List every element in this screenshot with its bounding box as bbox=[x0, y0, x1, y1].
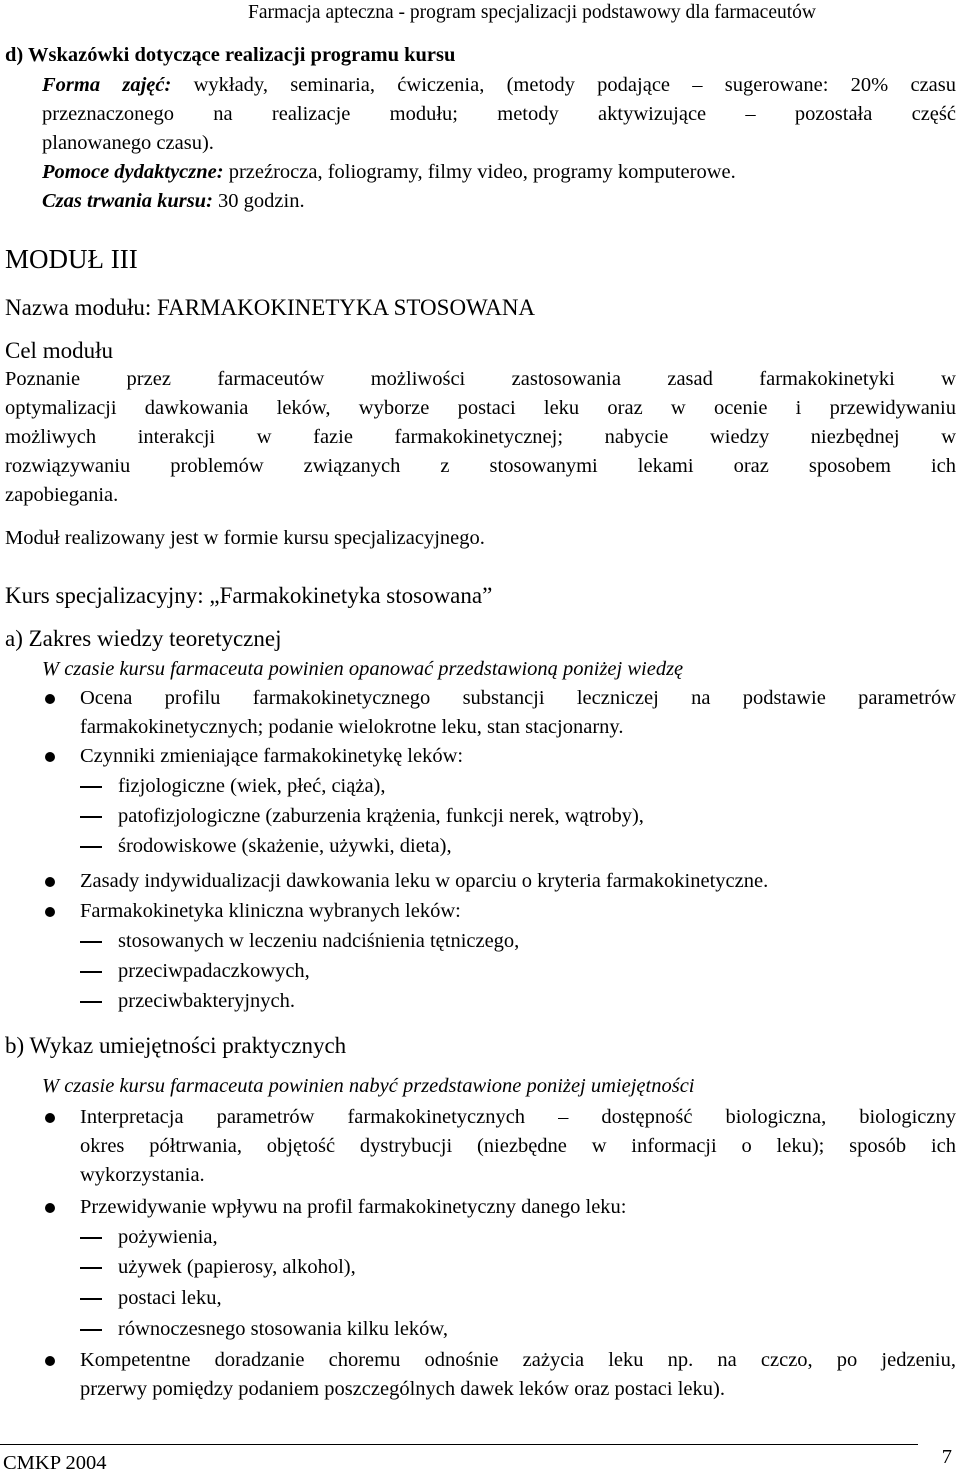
bullet-icon bbox=[45, 877, 55, 887]
pomoce-line bbox=[42, 160, 736, 184]
forma-zajec-text: wykłady, seminaria, ćwiczenia, (metody podające – sugerowane: 20% czasu bbox=[171, 74, 956, 96]
b-dash-4: równoczesnego stosowania kilku leków, bbox=[118, 1318, 449, 1340]
dash-icon bbox=[80, 1267, 102, 1269]
section-a-intro: W czasie kursu farmaceuta powinien opanować przedstawioną poniżej wiedzę bbox=[42, 658, 684, 680]
b-bullet-1-line-2: okres półtrwania, objętość dystrybucji (niezbędne w informacji o leku); sposób ich bbox=[80, 1135, 956, 1157]
b-bullet-1-line-3: wykorzystania. bbox=[80, 1164, 205, 1186]
cel-line-4: rozwiązywaniu problemów związanych z stosowanymi lekami oraz sposobem ich bbox=[5, 455, 956, 477]
course-title: Kurs specjalizacyjny: „Farmakokinetyka stosowana” bbox=[5, 583, 493, 608]
bullet-icon bbox=[45, 907, 55, 917]
bullet-icon bbox=[45, 1203, 55, 1213]
b-bullet-3-line-1: Kompetentne doradzanie choremu odnośnie zażycia leku np. na czczo, po jedzeniu, bbox=[80, 1349, 956, 1371]
b-dash-2: używek (papierosy, alkohol), bbox=[118, 1256, 356, 1278]
dash-icon bbox=[80, 846, 102, 848]
dash-icon bbox=[80, 941, 102, 943]
dash-icon bbox=[80, 1329, 102, 1331]
cel-line-1: Poznanie przez farmaceutów możliwości zastosowania zasad farmakokinetyki w bbox=[5, 368, 956, 390]
bullet-icon bbox=[45, 1356, 55, 1366]
bullet-icon bbox=[45, 694, 55, 704]
footer-label: CMKP 2004 bbox=[3, 1452, 107, 1474]
a-dash-4: stosowanych w leczeniu nadciśnienia tętniczego, bbox=[118, 930, 520, 952]
a-dash-3: środowiskowe (skażenie, używki, dieta), bbox=[118, 835, 452, 857]
forma-zajec-label: Forma zajęć: bbox=[42, 74, 172, 96]
section-a-heading: a) Zakres wiedzy teoretycznej bbox=[5, 626, 282, 651]
forma-zajec-line-2: przeznaczonego na realizacje modułu; metody aktywizujące – pozostała część bbox=[42, 103, 956, 125]
pomoce-label: Pomoce dydaktyczne: bbox=[42, 161, 224, 183]
a-bullet-3: Zasady indywidualizacji dawkowania leku w oparciu o kryteria farmakokinetyczne. bbox=[80, 870, 769, 892]
dash-icon bbox=[80, 1001, 102, 1003]
forma-zajec-line bbox=[42, 73, 956, 97]
forma-zajec-line-3: planowanego czasu). bbox=[42, 132, 214, 154]
dash-icon bbox=[80, 1298, 102, 1300]
a-dash-5: przeciwpadaczkowych, bbox=[118, 960, 310, 982]
a-bullet-4: Farmakokinetyka kliniczna wybranych leków: bbox=[80, 900, 461, 922]
dash-icon bbox=[80, 1237, 102, 1239]
footer-divider bbox=[0, 1444, 918, 1445]
a-bullet-2: Czynniki zmieniające farmakokinetykę leków: bbox=[80, 745, 464, 767]
b-dash-3: postaci leku, bbox=[118, 1287, 222, 1309]
a-dash-6: przeciwbakteryjnych. bbox=[118, 990, 296, 1012]
a-bullet-1-line-2: farmakokinetycznych; podanie wielokrotne leku, stan stacjonarny. bbox=[80, 716, 624, 738]
czas-line bbox=[42, 189, 305, 213]
dash-icon bbox=[80, 971, 102, 973]
czas-label: Czas trwania kursu: bbox=[42, 190, 213, 212]
bullet-icon bbox=[45, 752, 55, 762]
b-bullet-1-line-1: Interpretacja parametrów farmakokinetycznych – dostępność biologiczna, biologiczny bbox=[80, 1106, 956, 1128]
a-dash-2: patofizjologiczne (zaburzenia krążenia, funkcji nerek, wątroby), bbox=[118, 805, 644, 827]
pomoce-text: przeźrocza, foliogramy, filmy video, programy komputerowe. bbox=[223, 161, 736, 183]
cel-line-5: zapobiegania. bbox=[5, 484, 119, 506]
b-bullet-3-line-2: przerwy pomiędzy podaniem poszczególnych dawek leków oraz postaci leku). bbox=[80, 1378, 725, 1400]
cel-heading: Cel modułu bbox=[5, 338, 113, 363]
bullet-icon bbox=[45, 1113, 55, 1123]
module-name: Nazwa modułu: FARMAKOKINETYKA STOSOWANA bbox=[5, 295, 536, 320]
module-form-note: Moduł realizowany jest w formie kursu specjalizacyjnego. bbox=[5, 527, 485, 549]
dash-icon bbox=[80, 786, 102, 788]
czas-text: 30 godzin. bbox=[212, 190, 305, 212]
section-b-heading: b) Wykaz umiejętności praktycznych bbox=[5, 1033, 347, 1058]
b-dash-1: pożywienia, bbox=[118, 1226, 218, 1248]
b-bullet-2: Przewidywanie wpływu na profil farmakokinetyczny danego leku: bbox=[80, 1196, 627, 1218]
section-d-heading: d) Wskazówki dotyczące realizacji programu kursu bbox=[5, 44, 456, 66]
a-bullet-1-line-1: Ocena profilu farmakokinetycznego substancji leczniczej na podstawie parametrów bbox=[80, 687, 956, 709]
cel-line-2: optymalizacji dawkowania leków, wyborze postaci leku oraz w ocenie i przewidywaniu bbox=[5, 397, 956, 419]
dash-icon bbox=[80, 816, 102, 818]
page-number: 7 bbox=[941, 1446, 952, 1468]
module-title: MODUŁ III bbox=[5, 244, 138, 274]
running-header: Farmacja apteczna - program specjalizacji podstawowy dla farmaceutów bbox=[248, 2, 816, 23]
section-b-intro: W czasie kursu farmaceuta powinien nabyć przedstawione poniżej umiejętności bbox=[42, 1075, 695, 1097]
a-dash-1: fizjologiczne (wiek, płeć, ciąża), bbox=[118, 775, 386, 797]
cel-line-3: możliwych interakcji w fazie farmakokinetycznej; nabycie wiedzy niezbędnej w bbox=[5, 426, 956, 448]
